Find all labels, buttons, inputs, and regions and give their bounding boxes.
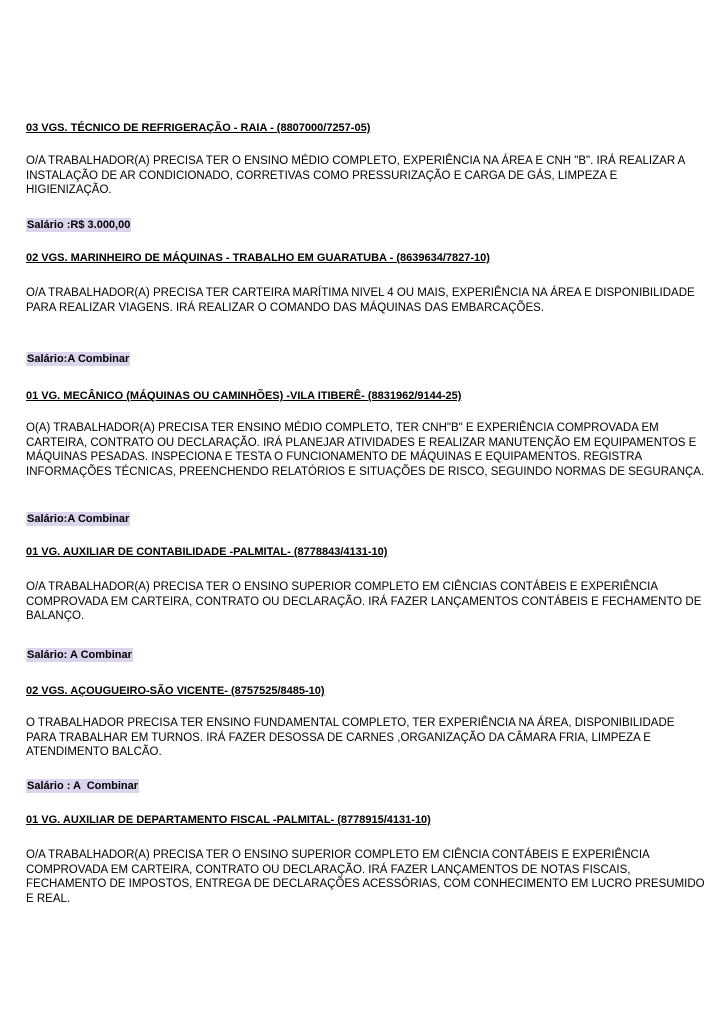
job-description: O/A TRABALHADOR(A) PRECISA TER CARTEIRA MARÍTIMA NIVEL 4 OU MAIS, EXPERIÊNCIA NA ÁREA E DISPONIBILIDADE PARA REALIZAR VIAGENS. IRÁ REALIZAR O COMANDO DAS MÁQUINAS DAS EMBARCAÇÕES. — [26, 287, 695, 314]
job-listing — [26, 251, 706, 365]
salary-label: Salário:A Combinar — [27, 353, 130, 365]
job-title: 03 VGS. TÉCNICO DE REFRIGERAÇÃO - RAIA - (8807000/7257-05) — [26, 122, 371, 134]
job-listing — [26, 121, 706, 231]
job-title: 01 VG. MECÂNICO (MÁQUINAS OU CAMINHÕES) -VILA ITIBERÊ- (8831962/9144-25) — [26, 390, 462, 402]
job-listing — [26, 684, 706, 792]
salary-label: Salário:A Combinar — [27, 513, 130, 525]
salary-label: Salário :R$ 3.000,00 — [27, 219, 131, 231]
job-description: O(A) TRABALHADOR(A) PRECISA TER ENSINO MÉDIO COMPLETO, TER CNH"B" E EXPERIÊNCIA COMPROVADA EM CARTEIRA, CONTRATO OU DECLARAÇÃO. IRÁ PLANEJAR ATIVIDADES E REALIZAR MANUTENÇÃO EM EQUIPAMENTOS E MÁQUINAS PESADAS. INSPECIONA E TESTA O FUNCIONAMENTO DE MÁQUINAS E EQUIPAMENTOS. REGISTRA INFORMAÇÕES TÉCNICAS, PREENCHENDO RELATÓRIOS E SITUAÇÕES DE RISCO, SEGUINDO NORMAS DE SEGURANÇA. — [26, 422, 705, 478]
job-title: 02 VGS. AÇOUGUEIRO-SÃO VICENTE- (8757525/8485-10) — [26, 685, 325, 697]
job-title: 01 VG. AUXILIAR DE CONTABILIDADE -PALMITAL- (8778843/4131-10) — [26, 546, 388, 558]
job-title: 02 VGS. MARINHEIRO DE MÁQUINAS - TRABALHO EM GUARATUBA - (8639634/7827-10) — [26, 252, 490, 264]
job-description: O TRABALHADOR PRECISA TER ENSINO FUNDAMENTAL COMPLETO, TER EXPERIÊNCIA NA ÁREA, DISPONIBILIDADE PARA TRABALHAR EM TURNOS. IRÁ FAZER DESOSSA DE CARNES ,ORGANIZAÇÃO DA CÂMARA FRIA, LIMPEZA E ATENDIMENTO BALCÃO. — [26, 717, 675, 758]
job-description: O/A TRABALHADOR(A) PRECISA TER O ENSINO SUPERIOR COMPLETO EM CIÊNCIAS CONTÁBEIS E EXPERIÊNCIA COMPROVADA EM CARTEIRA, CONTRATO OU DECLARAÇÃO. IRÁ FAZER LANÇAMENTOS CONTÁBEIS E FECHAMENTO DE BALANÇO. — [26, 581, 702, 622]
job-listing — [26, 545, 706, 661]
job-description: O/A TRABALHADOR(A) PRECISA TER O ENSINO MÉDIO COMPLETO, EXPERIÊNCIA NA ÁREA E CNH "B". IRÁ REALIZAR A INSTALAÇÃO DE AR CONDICIONADO, CORRETIVAS COMO PRESSURIZAÇÃO E CARGA DE GÁS, LIMPEZA E HIGIENIZAÇÃO. — [26, 155, 685, 196]
salary-label: Salário: A Combinar — [27, 649, 132, 661]
salary-label: Salário : A Combinar — [27, 780, 139, 792]
job-listing — [26, 389, 706, 525]
job-description: O/A TRABALHADOR(A) PRECISA TER O ENSINO SUPERIOR COMPLETO EM CIÊNCIA CONTÁBEIS E EXPERIÊNCIA COMPROVADA EM CARTEIRA, CONTRATO OU DECLARAÇÃO. IRÁ FAZER LANÇAMENTOS DE NOTAS FISCAIS, FECHAMENTO DE IMPOSTOS, ENTREGA DE DECLARAÇÕES ACESSÓRIAS, COM CONHECIMENTO EM LUCRO PRESUMIDO E REAL. — [26, 849, 705, 905]
job-title: 01 VG. AUXILIAR DE DEPARTAMENTO FISCAL -PALMITAL- (8778915/4131-10) — [26, 814, 431, 826]
job-listing — [26, 813, 706, 905]
